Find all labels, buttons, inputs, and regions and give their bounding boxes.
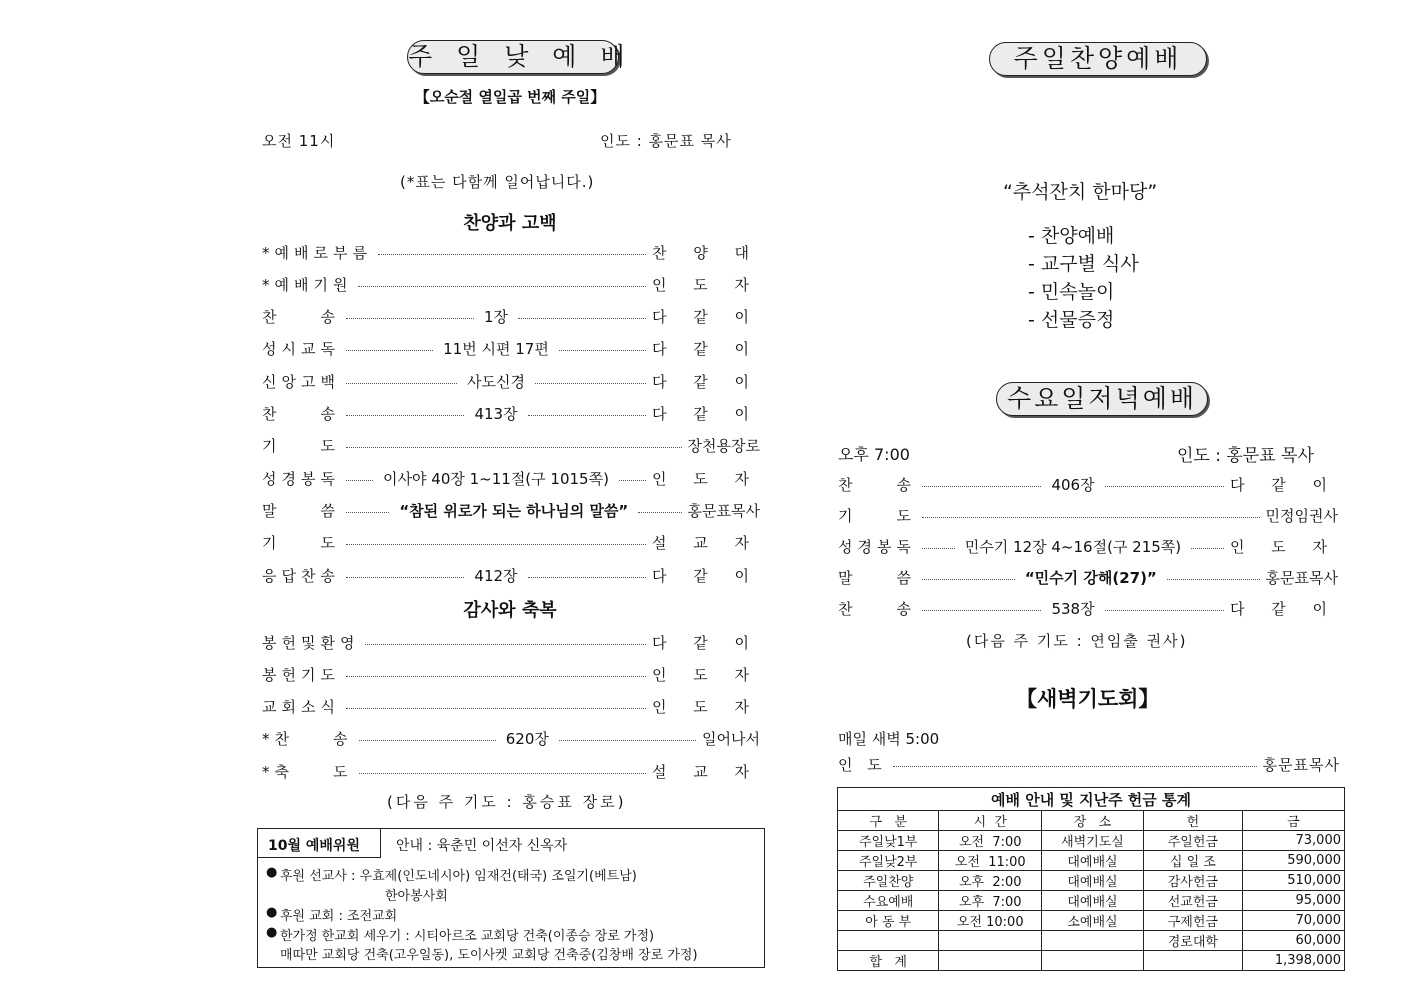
table-cell: 새벽기도실 (1042, 831, 1144, 851)
order-label: 찬 송 (838, 599, 917, 618)
committee-underline (258, 857, 381, 858)
order-content: 11번 시편 17편 (443, 340, 549, 359)
leader-dots (1167, 579, 1260, 580)
leader-dots (346, 708, 646, 709)
leader-dots (346, 350, 433, 351)
order-label: 말 씀 (838, 568, 917, 587)
order-content: 이사야 40장 1~11절(구 1015쪽) (383, 469, 609, 488)
offering-table (837, 787, 1345, 971)
table-cell: 대예배실 (1042, 871, 1144, 891)
order-content: 620장 (505, 730, 549, 749)
committee-item-org: 한아봉사회 (385, 889, 448, 904)
leader-dots (378, 254, 646, 255)
order-person: 인 도 자 (1229, 537, 1338, 556)
order-label: 찬 송 (262, 308, 341, 327)
leader-dots (638, 512, 681, 513)
order-row (262, 759, 760, 783)
table-cell: 60,000 (1242, 931, 1344, 951)
leader-dots (358, 286, 646, 287)
table-row (838, 891, 1345, 911)
table-cell: 소예배실 (1042, 911, 1144, 931)
order-label: 찬 송 (262, 405, 341, 423)
leader-dots (922, 579, 1015, 580)
order-person: 일어나서 (702, 730, 760, 749)
leader-dots (346, 480, 373, 481)
order-person: 인 도 자 (652, 469, 761, 488)
committee-divider (380, 829, 381, 857)
event-title: “추석잔치 한마당” (1003, 181, 1158, 203)
order-person: 인 도 자 (651, 275, 760, 294)
order-row (838, 503, 1338, 527)
table-cell: 오후 7:00 (939, 891, 1042, 911)
table-cell: 오전 7:00 (939, 831, 1042, 851)
stand-note: (*표는 다함께 일어납니다.) (400, 173, 595, 191)
wed-leader: 인도 : 홍문표 목사 (1177, 446, 1314, 466)
order-person: 다 같 이 (1230, 475, 1339, 494)
order-row (262, 630, 760, 654)
committee-item-family2: 매따만 교회당 건축(고우일동), 도이사켓 교회당 건축중(김창배 장로 가정) (280, 948, 698, 963)
table-cell: 95,000 (1242, 891, 1344, 911)
order-row (838, 534, 1338, 558)
bullet-church: ● (266, 905, 278, 920)
order-row (262, 402, 760, 426)
order-person: 인 도 자 (651, 698, 760, 717)
order-row (262, 498, 760, 522)
table-cell (939, 931, 1042, 951)
table-cell: 대예배실 (1042, 891, 1144, 911)
order-row (262, 240, 760, 264)
committee-header: 10월 예배위원 (268, 838, 360, 854)
table-cell: 오전 10:00 (939, 911, 1042, 931)
event-item-2: - 교구별 식사 (1028, 253, 1139, 275)
table-cell: 주일낮1부 (838, 831, 939, 851)
order-row (262, 369, 760, 393)
leader-dots (1105, 486, 1224, 487)
leader-dots (346, 577, 464, 578)
leader-dots (922, 486, 1041, 487)
order-content: 413장 (474, 405, 518, 423)
leader-dots (518, 318, 646, 319)
table-header-cell: 구 분 (838, 811, 939, 831)
dawn-leader-dots (893, 766, 1257, 767)
order-person: 장천용장로 (687, 437, 760, 456)
table-cell: 1,398,000 (1242, 951, 1344, 971)
event-item-4: - 선물증정 (1028, 309, 1115, 331)
leader-dots (346, 544, 646, 545)
table-cell: 주일헌금 (1143, 831, 1242, 851)
offering-table-title: 예배 안내 및 지난주 헌금 통계 (838, 788, 1345, 811)
table-cell: 합 계 (838, 951, 939, 971)
table-row (838, 831, 1345, 851)
service-time: 오전 11시 (262, 132, 336, 150)
order-person: 다 같 이 (652, 566, 761, 585)
table-row (838, 851, 1345, 871)
order-content: 민수기 12장 4~16절(구 215쪽) (964, 537, 1182, 556)
order-person: 다 같 이 (651, 308, 760, 327)
table-row (838, 911, 1345, 931)
table-cell (838, 931, 939, 951)
order-row (262, 531, 760, 555)
order-person: 다 같 이 (651, 633, 760, 652)
table-cell (1042, 931, 1144, 951)
service-leader: 인도 : 홍문표 목사 (600, 132, 732, 150)
leader-dots (359, 740, 496, 741)
leader-dots (346, 447, 681, 448)
order-row (262, 727, 760, 751)
order-label: 교회소식 (262, 698, 340, 717)
table-cell: 수요예배 (838, 891, 939, 911)
offering-table-wrap (837, 787, 1345, 971)
table-cell (1042, 951, 1144, 971)
table-row (838, 951, 1345, 971)
order-label: 기 도 (262, 534, 341, 553)
table-cell: 아 동 부 (838, 911, 939, 931)
leader-dots (346, 415, 464, 416)
order-person: 설 교 자 (651, 762, 760, 781)
table-cell (939, 951, 1042, 971)
order-label: *예배로부름 (262, 243, 372, 262)
table-cell: 감사헌금 (1143, 871, 1242, 891)
committee-item-church: 후원 교회 : 조전교회 (280, 909, 398, 924)
leader-dots (619, 480, 646, 481)
table-header-cell: 장 소 (1042, 811, 1144, 831)
event-item-1: - 찬양예배 (1028, 225, 1115, 247)
leader-dots (346, 512, 389, 513)
table-cell: 590,000 (1242, 851, 1344, 871)
order-row (838, 596, 1338, 620)
next-week-prayer: (다음 주 기도 : 홍승표 장로) (387, 793, 627, 811)
order-label: 봉헌기도 (262, 665, 340, 684)
wednesday-service-title: 수요일저녁예배 (996, 382, 1208, 416)
leader-dots (528, 577, 646, 578)
dawn-time: 매일 새벽 5:00 (838, 730, 940, 748)
table-cell: 경로대학 (1143, 931, 1242, 951)
section-thanks-blessing: 감사와 축복 (463, 600, 557, 621)
leader-dots (346, 318, 474, 319)
order-label: 기 도 (262, 437, 341, 456)
order-row (262, 662, 760, 686)
table-header-cell: 헌 (1143, 811, 1242, 831)
leader-dots (535, 383, 646, 384)
leader-dots (1105, 610, 1224, 611)
order-person: 인 도 자 (651, 665, 760, 684)
order-row (262, 563, 760, 587)
order-label: 기 도 (838, 506, 917, 525)
order-label: *축 도 (262, 762, 353, 781)
bullet-family: ● (266, 925, 278, 940)
dawn-label: 인 도 (838, 755, 887, 774)
order-row (262, 434, 760, 458)
table-cell: 십 일 조 (1143, 851, 1242, 871)
order-label: 봉헌및환영 (262, 633, 360, 652)
order-row (838, 472, 1338, 496)
order-row (262, 305, 760, 329)
order-person: 다 같 이 (652, 405, 761, 423)
order-row (838, 565, 1338, 589)
order-row (262, 337, 760, 361)
order-row (262, 466, 760, 490)
table-cell: 73,000 (1242, 831, 1344, 851)
committee-item-family: 한가정 한교회 세우기 : 시티아르조 교회당 건축(이종승 장로 가정) (280, 929, 655, 944)
order-row (262, 695, 760, 719)
order-person: 찬 양 대 (651, 243, 760, 262)
order-label: 응답찬송 (262, 566, 340, 585)
table-header-cell: 시 간 (939, 811, 1042, 831)
order-content: 412장 (474, 566, 518, 585)
table-row (838, 871, 1345, 891)
leader-dots (346, 383, 457, 384)
order-person: 다 같 이 (652, 372, 761, 391)
section-praise-confession: 찬양과 고백 (463, 213, 557, 234)
table-row (838, 931, 1345, 951)
table-cell: 오후 2:00 (939, 871, 1042, 891)
order-label: 찬 송 (838, 475, 917, 494)
dawn-leader: 홍문표목사 (1262, 755, 1340, 774)
leader-dots (346, 676, 646, 677)
order-content: 1장 (484, 308, 509, 327)
wed-time: 오후 7:00 (838, 445, 910, 464)
order-person: 다 같 이 (651, 340, 760, 359)
sunday-service-title: 주 일 낮 예 배 (407, 40, 619, 74)
leader-dots (528, 415, 646, 416)
order-row (262, 272, 760, 296)
praise-service-title: 주일찬양예배 (989, 42, 1207, 76)
service-subtitle: 【오순절 열일곱 번째 주일】 (414, 88, 606, 106)
order-label: *예배기원 (262, 275, 353, 294)
table-cell: 대예배실 (1042, 851, 1144, 871)
order-label: 성시교독 (262, 340, 340, 359)
leader-dots (559, 350, 646, 351)
order-content: 538장 (1051, 599, 1095, 618)
leader-dots (922, 517, 1259, 518)
table-cell: 주일찬양 (838, 871, 939, 891)
leader-dots (922, 548, 955, 549)
bullet-missionary: ● (266, 865, 278, 880)
order-label: 성경봉독 (838, 537, 916, 556)
table-cell: 510,000 (1242, 871, 1344, 891)
order-person: 민정임권사 (1265, 506, 1338, 525)
order-content: “참된 위로가 되는 하나님의 말씀” (399, 501, 629, 520)
table-cell: 구제헌금 (1143, 911, 1242, 931)
table-cell (1143, 951, 1242, 971)
order-label: 말 씀 (262, 501, 341, 520)
committee-box (257, 828, 765, 968)
leader-dots (922, 610, 1041, 611)
leader-dots (1191, 548, 1224, 549)
order-person: 다 같 이 (1230, 599, 1339, 618)
table-cell: 70,000 (1242, 911, 1344, 931)
table-cell: 선교헌금 (1143, 891, 1242, 911)
order-content: 사도신경 (467, 372, 525, 391)
order-content: “민수기 강해(27)” (1024, 568, 1157, 587)
event-item-3: - 민속놀이 (1028, 281, 1115, 303)
order-person: 설 교 자 (651, 534, 760, 553)
table-cell: 주일낮2부 (838, 851, 939, 871)
order-label: *찬 송 (262, 730, 353, 749)
leader-dots (359, 773, 646, 774)
order-label: 신앙고백 (262, 372, 340, 391)
leader-dots (365, 644, 646, 645)
committee-item-missionary: 후원 선교사 : 우효제(인도네시아) 임재건(태국) 조일기(베트남) (280, 869, 637, 884)
wed-next-prayer: (다음 주 기도 : 연임출 권사) (966, 632, 1188, 650)
order-label: 성경봉독 (262, 469, 340, 488)
committee-guide: 안내 : 육춘민 이선자 신옥자 (396, 838, 568, 854)
order-content: 406장 (1051, 475, 1095, 494)
leader-dots (559, 740, 696, 741)
dawn-row (838, 752, 1340, 776)
table-cell: 오전 11:00 (939, 851, 1042, 871)
order-person: 홍문표목사 (1265, 568, 1338, 587)
dawn-title: 【새벽기도회】 (1016, 687, 1160, 711)
order-person: 홍문표목사 (687, 501, 760, 520)
table-header-cell: 금 (1242, 811, 1344, 831)
